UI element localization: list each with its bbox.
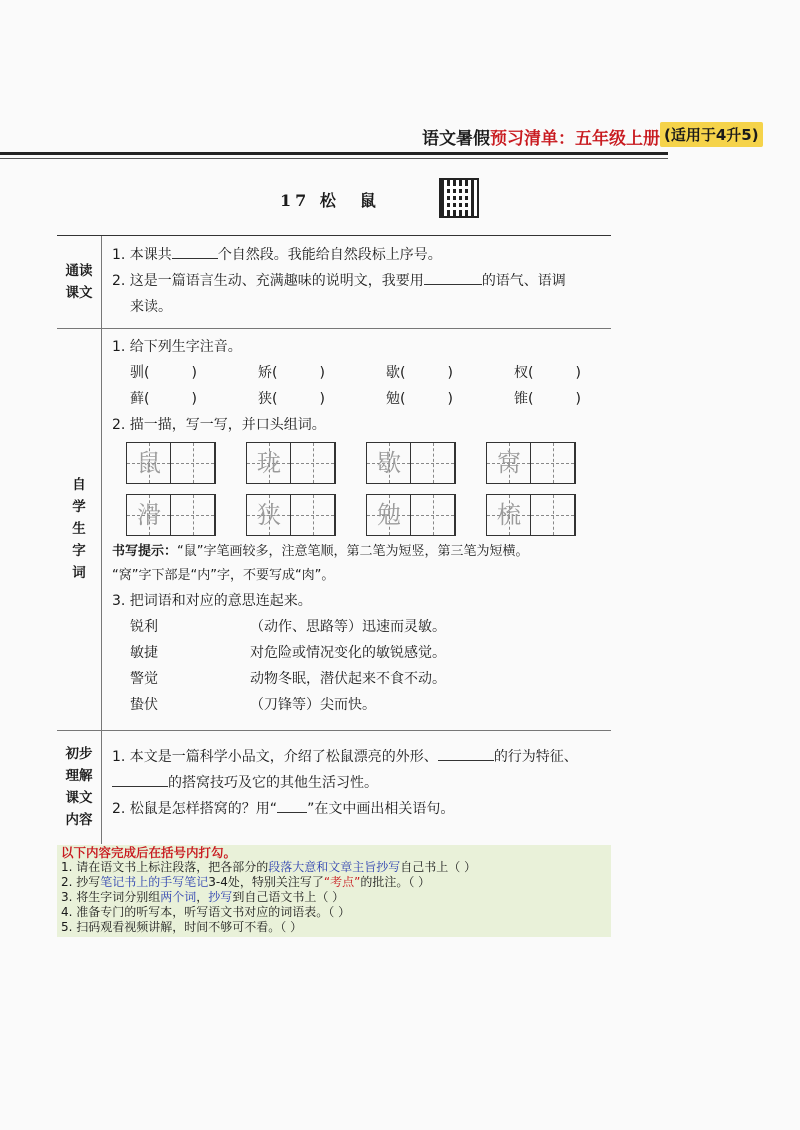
answer-blank[interactable]	[172, 244, 218, 259]
trace-char: 珑	[257, 449, 281, 477]
question-line: 2. 这是一篇语言生动、充满趣味的说明文，我要用 的语气、语调	[112, 268, 605, 294]
match-word[interactable]: 蛰伏	[130, 697, 158, 713]
tian-grid[interactable]	[486, 494, 576, 536]
qr-code-icon[interactable]	[439, 178, 479, 218]
tracing-row	[126, 494, 605, 536]
section-reading	[57, 236, 611, 329]
pinyin-item[interactable]: 勉( )	[386, 391, 453, 407]
todo-item[interactable]: 5. 扫码观看视频讲解，时间不够可不看。（ ）	[61, 920, 303, 934]
tian-grid[interactable]	[246, 442, 336, 484]
match-word[interactable]: 敏捷	[130, 645, 158, 661]
tian-grid[interactable]	[486, 442, 576, 484]
answer-blank[interactable]	[424, 270, 482, 285]
header-title-part1: 语文暑假	[422, 129, 490, 149]
match-meaning[interactable]: （刀锋等）尖而快。	[250, 697, 376, 713]
lesson-number: 17	[280, 191, 311, 210]
underline-sample	[277, 798, 307, 813]
match-word[interactable]: 锐利	[130, 619, 158, 635]
pinyin-item[interactable]: 藓( )	[130, 391, 197, 407]
matching-exercise	[130, 614, 605, 718]
question-line: 2. 松鼠是怎样搭窝的？用“ ”在文中画出相关语句。	[112, 796, 605, 822]
question-line: 1. 给下列生字注音。	[112, 339, 242, 355]
grade-tag: (适用于4升5)	[660, 122, 763, 147]
header-rule	[0, 152, 668, 155]
trace-char: 歇	[377, 449, 401, 477]
pinyin-item[interactable]: 杈( )	[514, 365, 581, 381]
todo-title: 以下内容完成后在括号内打勾。	[61, 845, 237, 860]
match-meaning[interactable]: 动物冬眠，潜伏起来不食不动。	[250, 671, 446, 687]
tian-grid[interactable]	[366, 442, 456, 484]
header-title-part3: 五年级上册	[575, 129, 660, 149]
section-label: 初步 理解 课文 内容	[57, 730, 102, 844]
header-title	[422, 124, 660, 149]
pinyin-item[interactable]: 矫( )	[258, 365, 325, 381]
tian-grid[interactable]	[126, 494, 216, 536]
question-line: 3. 把词语和对应的意思连起来。	[112, 593, 312, 609]
tian-grid[interactable]	[246, 494, 336, 536]
answer-blank[interactable]	[438, 746, 494, 761]
worksheet-table	[57, 235, 611, 847]
section-self-study	[57, 328, 611, 731]
pinyin-item[interactable]: 歇( )	[386, 365, 453, 381]
match-meaning[interactable]: （动作、思路等）迅速而灵敏。	[250, 619, 446, 635]
tian-grid[interactable]	[366, 494, 456, 536]
match-meaning[interactable]: 对危险或情况变化的敏锐感觉。	[250, 645, 446, 661]
section-understanding	[57, 730, 611, 844]
trace-char: 鼠	[137, 449, 161, 477]
pinyin-grid	[130, 360, 605, 412]
trace-char: 勉	[377, 501, 401, 529]
match-word[interactable]: 警觉	[130, 671, 158, 687]
todo-item[interactable]: 2. 抄写笔记书上的手写笔记3-4处，特别关注写了“考点”的批注。（ ）	[61, 875, 431, 889]
lesson-title	[280, 188, 380, 211]
todo-item[interactable]: 4. 准备专门的听写本，听写语文书对应的词语表。（ ）	[61, 905, 351, 919]
question-line: 1. 本文是一篇科学小品文，介绍了松鼠漂亮的外形、 的行为特征、	[112, 744, 605, 770]
pinyin-item[interactable]: 狭( )	[258, 391, 325, 407]
todo-checklist	[57, 845, 611, 937]
question-line: 来读。	[130, 299, 172, 315]
writing-tip: 书写提示：“鼠”字笔画较多，注意笔顺，第二笔为短竖，第三笔为短横。 “窝”字下部是“内”字，不要写成“肉”。	[112, 544, 529, 583]
trace-char: 梳	[497, 501, 521, 529]
tian-grid[interactable]	[126, 442, 216, 484]
todo-item[interactable]: 3. 将生字词分别组两个词，抄写到自己语文书上（ ）	[61, 890, 345, 904]
todo-item[interactable]: 1. 请在语文书上标注段落，把各部分的段落大意和文章主旨抄写自己书上（ ）	[61, 860, 477, 874]
trace-char: 窝	[497, 449, 521, 477]
header-rule-thin	[0, 158, 668, 159]
trace-char: 滑	[137, 501, 161, 529]
question-line: 1. 本课共 个自然段。我能给自然段标上序号。	[112, 242, 605, 268]
section-label: 通读 课文	[57, 236, 102, 328]
trace-char: 狭	[257, 501, 281, 529]
answer-blank[interactable]	[112, 772, 168, 787]
pinyin-item[interactable]: 锥( )	[514, 391, 581, 407]
question-line: 2. 描一描，写一写，并口头组词。	[112, 417, 326, 433]
tracing-row	[126, 442, 605, 484]
section-label: 自 学 生 字 词	[57, 328, 102, 730]
lesson-name: 松 鼠	[319, 191, 380, 210]
pinyin-item[interactable]: 驯( )	[130, 365, 197, 381]
question-line: 的搭窝技巧及它的其他生活习性。	[112, 770, 605, 796]
header-title-part2: 预习清单：	[490, 129, 575, 149]
